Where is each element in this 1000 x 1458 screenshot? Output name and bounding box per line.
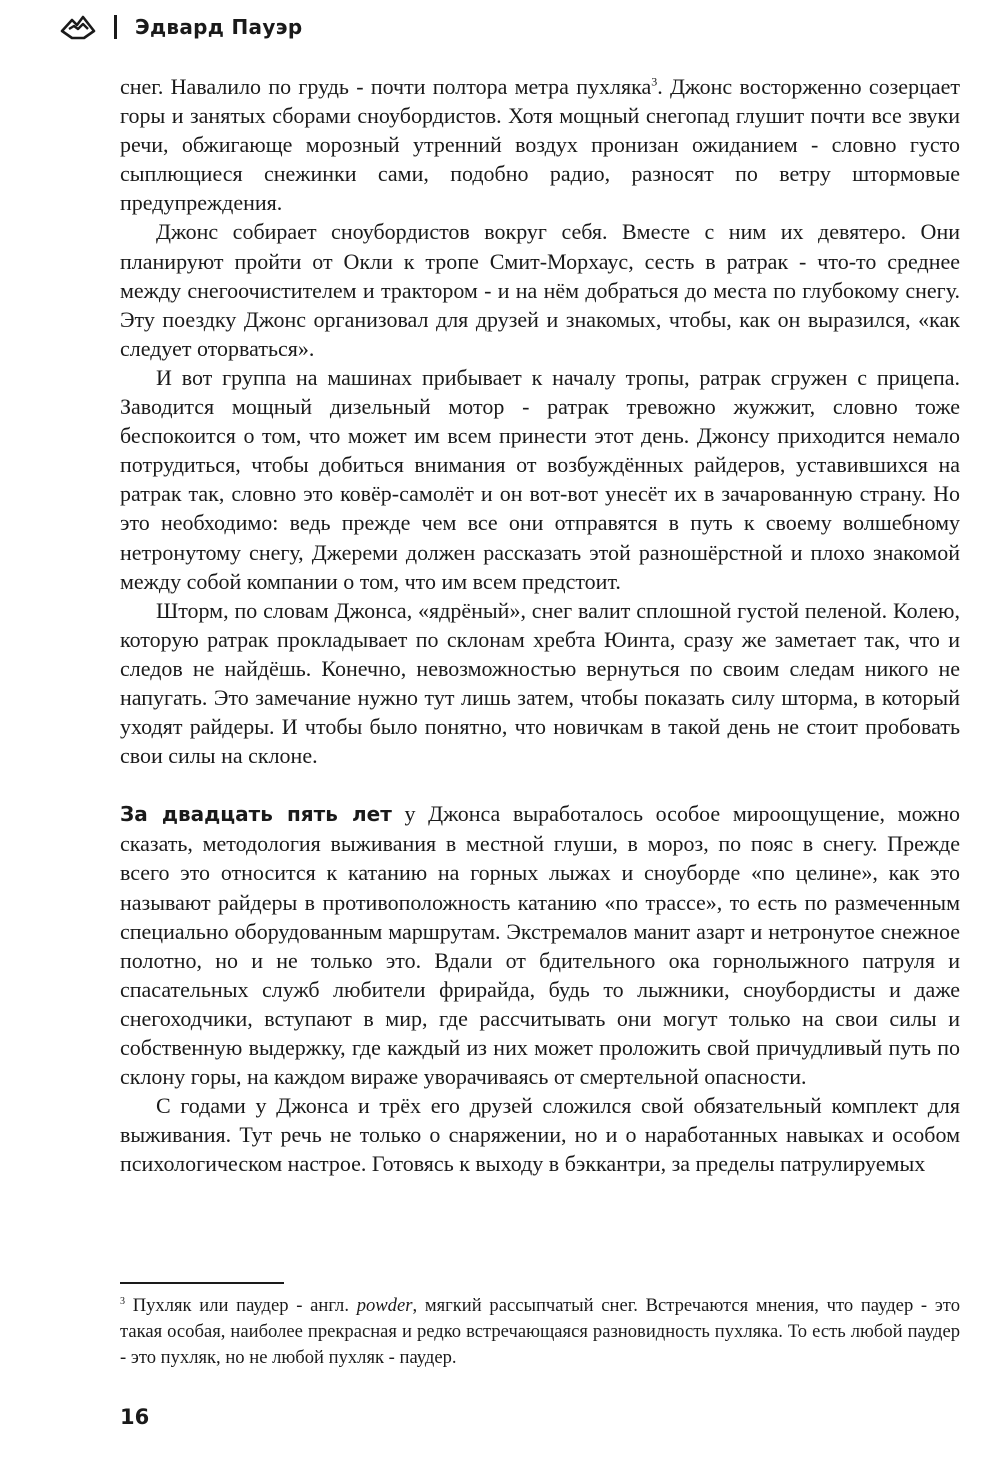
paragraph-2: Джонс собирает сноубордистов вокруг себя. Вместе с ним их девятеро. Они планируют пройти от Окли к тропе Смит-Морхаус, сесть в ратрак - что-то среднее между снегоочистителем и трактором - и на нём добраться до места по глубокому снегу. Эту поездку Джонс организовал для друзей и знакомых, чтобы, как он выразился, «как следует оторваться». [120, 219, 960, 361]
header-divider [114, 15, 117, 39]
footnote-ref: 3 [651, 74, 658, 89]
footnote-marker: 3 [120, 1295, 125, 1307]
author-name: Эдвард Пауэр [135, 15, 303, 39]
mountain-logo-icon [60, 12, 96, 42]
paragraph-5: За двадцать пять лет у Джонса выработалось особое мироощущение, можно сказать, методология выживания в местной глуши, в мороз, по пояс в снегу. Прежде всего это относится к катанию на горных лыжах и сноуборде «по целине», как это называют райдеры в противоположность катанию «по трассе», то есть по размеченным специально оборудованным маршрутам. Экстремалов манит азарт и нетронутое снежное полотно, но и не только это. Вдали от бдительного ока горнолыжного патруля и спасательных служб любители фрирайда, будь то лыжники, сноубордисты и даже снегоходчики, вступают в мир, где рассчитывать они могут только на свои силы и собственную выдержку, где каждый из них может проложить свой причудливый путь по склону горы, на каждом вираже уворачиваясь от смертельной опасности. [120, 801, 960, 1090]
paragraph-1: снег. Навалило по грудь - почти полтора метра пухляка$^3$. Джонс восторженно созерцает горы и занятых сборами сноубордистов. Хотя мощный снегопад глушит почти все звуки речи, обжигающе морозный утренний воздух пронизан ожиданием - словно густо сыплющиеся снежинки сами, подобно радио, разносят по ветру штормовые предупреждения. [120, 74, 960, 216]
section-lead: За двадцать пять лет [120, 802, 392, 827]
main-text [120, 72, 960, 1178]
running-header [60, 10, 302, 44]
paragraph-3: И вот группа на машинах прибывает к началу тропы, ратрак сгружен с прицепа. Заводится мощный дизельный мотор - ратрак тревожно жужжит, словно тоже беспокоится о том, что может им всем принести этот день. Джонсу приходится немало потрудиться, чтобы добиться внимания от возбуждённых райдеров, уставившихся на ратрак так, словно это ковёр-самолёт и он вот-вот унесёт их в зачарованную страну. Но это необходимо: ведь прежде чем все они отправятся в путь к своему волшебному нетронутому снегу, Джереми должен рассказать этой разношёрстной и плохо знакомой между собой компании о том, что им всем предстоит. [120, 364, 960, 594]
footnote: $^3$ Пухляк или паудер - англ. powder, мягкий рассыпчатый снег. Встречаются мнения, что паудер - это такая особая, наиболее прекрасная и редко встречающаяся разновидность пухляка. То есть любой паудер - это пухляк, но не любой пухляк - паудер. [120, 1295, 960, 1368]
paragraph-6: С годами у Джонса и трёх его друзей сложился свой обязательный комплект для выживания. Тут речь не только о снаряжении, но и о наработанных навыках и особом психологическом настрое. Готовясь к выходу в бэккантри, за пределы патрулируемых [120, 1093, 960, 1177]
footnote-divider [120, 1282, 284, 1284]
paragraph-4: Шторм, по словам Джонса, «ядрёный», снег валит сплошной густой пеленой. Колею, которую ратрак прокладывает по склонам хребта Юинта, сразу же заметает так, что и следов не найдёшь. Конечно, невозможностью вернуться по своим следам никого не напугать. Это замечание нужно тут лишь затем, чтобы показать силу шторма, в который уходят райдеры. И чтобы было понятно, что новичкам в такой день не стоит пробовать свои силы на склоне. [120, 597, 960, 769]
page-number: 16 [120, 1405, 150, 1429]
